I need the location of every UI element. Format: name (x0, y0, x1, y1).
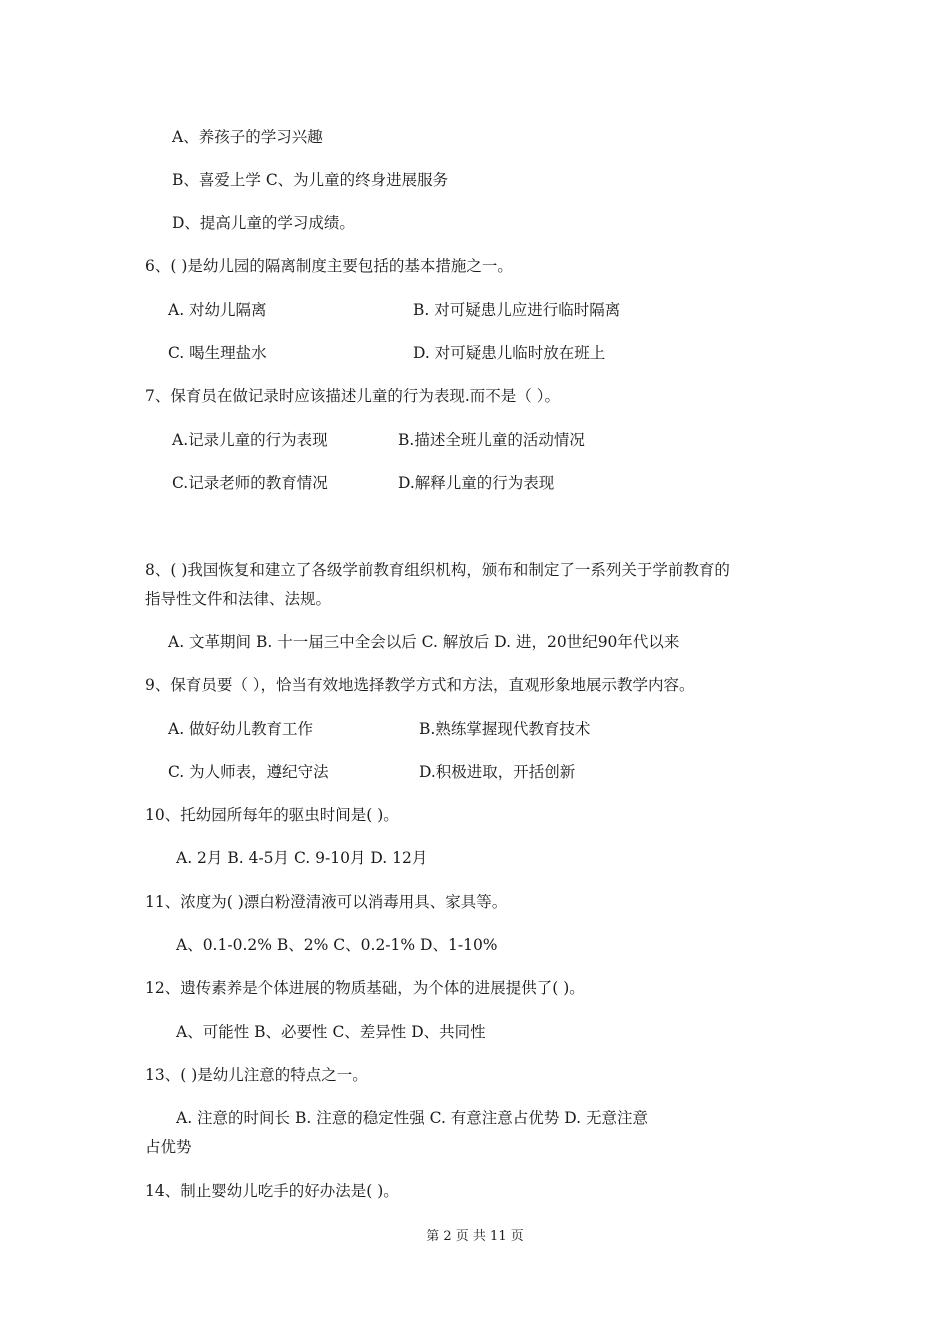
q5-option-a: A、养孩子的学习兴趣 (172, 128, 323, 146)
q6-stem: 6、( )是幼儿园的隔离制度主要包括的基本措施之一。 (145, 257, 513, 275)
q7-option-b: B.描述全班儿童的活动情况 (398, 431, 585, 449)
q6-option-d: D. 对可疑患儿临时放在班上 (413, 344, 606, 362)
q8-options: A. 文革期间 B. 十一届三中全会以后 C. 解放后 D. 进，20世纪90年代以来 (168, 633, 680, 651)
q7-stem: 7、保育员在做记录时应该描述儿童的行为表现.而不是（ ）。 (145, 387, 560, 405)
q13-stem: 13、( )是幼儿注意的特点之一。 (145, 1066, 368, 1084)
q7-option-d: D.解释儿童的行为表现 (398, 474, 555, 492)
q7-option-a: A.记录儿童的行为表现 (172, 431, 328, 449)
q9-stem: 9、保育员要（ ），恰当有效地选择教学方式和方法，直观形象地展示教学内容。 (145, 676, 695, 694)
q12-options: A、可能性 B、必要性 C、差异性 D、共同性 (176, 1023, 486, 1041)
q13-options-line2: 占优势 (145, 1138, 192, 1156)
q14-stem: 14、制止婴幼儿吃手的好办法是( )。 (145, 1182, 399, 1200)
q9-option-c: C. 为人师表，遵纪守法 (168, 763, 329, 781)
q6-option-c: C. 喝生理盐水 (168, 344, 267, 362)
q7-option-c: C.记录老师的教育情况 (172, 474, 328, 492)
q9-option-d: D.积极进取，开括创新 (419, 763, 576, 781)
q8-stem-line1: 8、( )我国恢复和建立了各级学前教育组织机构，颁布和制定了一系列关于学前教育的 (145, 561, 730, 579)
q5-option-d: D、提高儿童的学习成绩。 (172, 214, 355, 232)
q6-option-b: B. 对可疑患儿应进行临时隔离 (413, 301, 621, 319)
q10-options: A. 2月 B. 4-5月 C. 9-10月 D. 12月 (176, 849, 428, 867)
page-footer: 第 2 页 共 11 页 (426, 1229, 524, 1244)
q13-options-line1: A. 注意的时间长 B. 注意的稳定性强 C. 有意注意占优势 D. 无意注意 (176, 1109, 648, 1127)
q11-options: A、0.1-0.2% B、2% C、0.2-1% D、1-10% (176, 936, 498, 954)
q10-stem: 10、托幼园所每年的驱虫时间是( )。 (145, 806, 399, 824)
q11-stem: 11、浓度为( )漂白粉澄清液可以消毒用具、家具等。 (145, 893, 508, 911)
q8-stem-line2: 指导性文件和法律、法规。 (145, 590, 332, 608)
q9-option-a: A. 做好幼儿教育工作 (168, 720, 314, 738)
q6-option-a: A. 对幼儿隔离 (168, 301, 267, 319)
q12-stem: 12、遗传素养是个体进展的物质基础，为个体的进展提供了( )。 (145, 979, 585, 997)
q9-option-b: B.熟练掌握现代教育技术 (419, 720, 591, 738)
q5-option-bc: B、喜爱上学 C、为儿童的终身进展服务 (172, 171, 449, 189)
